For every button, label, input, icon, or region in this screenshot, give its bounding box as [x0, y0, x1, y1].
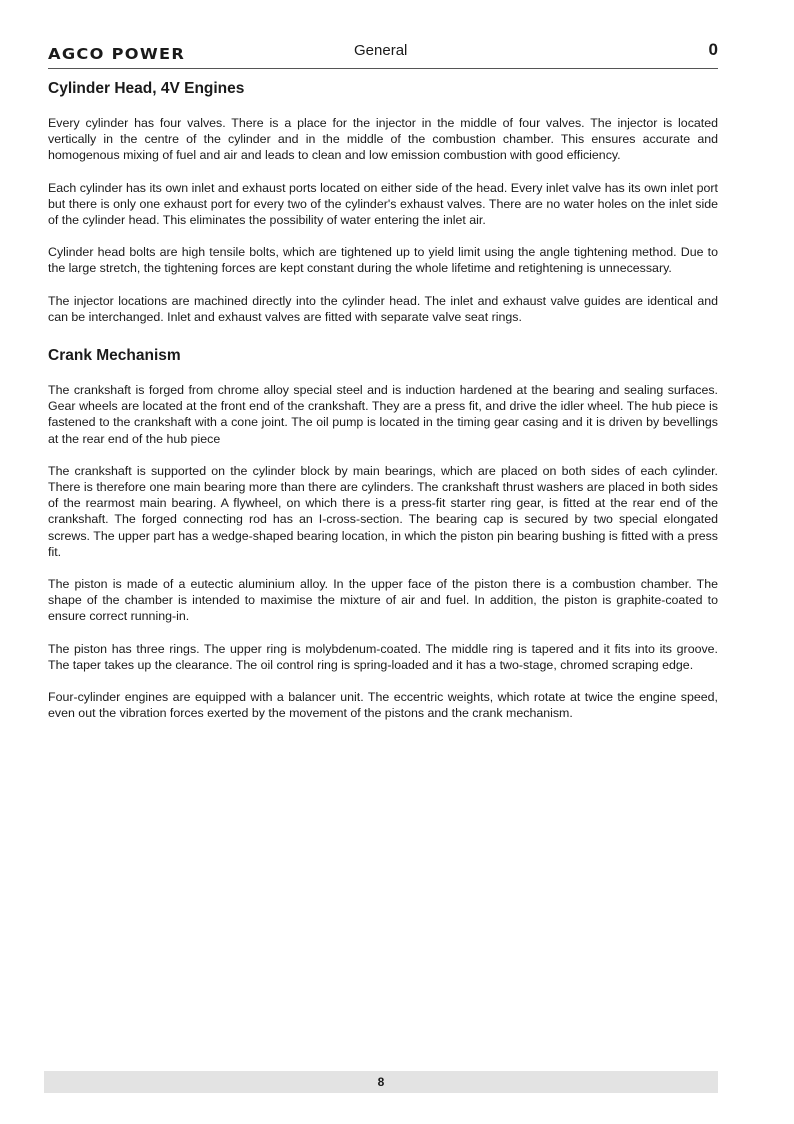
heading-crank-mechanism: Crank Mechanism	[48, 347, 181, 365]
document-body	[48, 80, 718, 737]
paragraph: Cylinder head bolts are high tensile bolts, which are tightened up to yield limit using the angle tightening method. Due to the large stretch, the tightening forces are kept constant during the whole lifetime and retightening is unnecessary.	[48, 245, 718, 276]
paragraph: Four-cylinder engines are equipped with a balancer unit. The eccentric weights, which rotate at twice the engine speed, even out the vibration forces exerted by the movement of the pistons and the crank mechanism.	[48, 690, 718, 721]
paragraph: The injector locations are machined directly into the cylinder head. The inlet and exhaust valve guides are identical and can be interchanged. Inlet and exhaust valves are fitted with separate valve seat rings.	[48, 293, 718, 324]
page-number: 8	[377, 1075, 385, 1089]
heading-cylinder-head: Cylinder Head, 4V Engines	[48, 80, 245, 97]
agco-power-logo: AGCO POWER	[48, 45, 186, 63]
chapter-number: 0	[708, 40, 718, 59]
page-footer	[44, 1071, 718, 1093]
paragraph: Every cylinder has four valves. There is a place for the injector in the middle of four valves. The injector is located vertically in the centre of the cylinder and in the middle of the combustion chamber. This ensures accurate and homogenous mixing of fuel and air and leads to clean and low emission combustion with good efficiency.	[48, 116, 718, 163]
paragraph: The piston is made of a eutectic aluminium alloy. In the upper face of the piston there is a combustion chamber. The shape of the chamber is intended to maximise the mixture of air and fuel. In addition, the piston is graphite-coated to ensure correct running-in.	[48, 577, 718, 624]
paragraph: The crankshaft is supported on the cylinder block by main bearings, which are placed on both sides of each cylinder. There is therefore one main bearing more than there are cylinders. The crankshaft thrust washers are placed in both sides of the rearmost main bearing. A flywheel, on which there is a press-fit starter ring gear, is fitted at the rear end of the crankshaft. The forged connecting rod has an I-cross-section. The bearing cap is secured by two special elongated screws. The upper part has a wedge-shaped bearing location, in which the piston pin bearing bushing is fitted with a press fit.	[48, 463, 718, 559]
paragraph: The crankshaft is forged from chrome alloy special steel and is induction hardened at the bearing and sealing surfaces. Gear wheels are located at the front end of the crankshaft. They are a press fit, and drive the idler wheel. The hub piece is fastened to the crankshaft with a cone joint. The oil pump is located in the timing gear casing and it is driven by bevellings at the rear end of the hub piece	[48, 383, 718, 446]
section-label: General	[354, 42, 408, 59]
paragraph: The piston has three rings. The upper ring is molybdenum-coated. The middle ring is tapered and it fits into its groove. The taper takes up the clearance. The oil control ring is spring-loaded and it has a two-stage, chromed scraping edge.	[48, 641, 718, 672]
page-header	[48, 38, 718, 69]
paragraph: Each cylinder has its own inlet and exhaust ports located on either side of the head. Every inlet valve has its own inlet port but there is only one exhaust port for every two of the cylinder's exhaust valves. There are no water holes on the inlet side of the cylinder head. This eliminates the possibility of water entering the inlet air.	[48, 180, 718, 228]
